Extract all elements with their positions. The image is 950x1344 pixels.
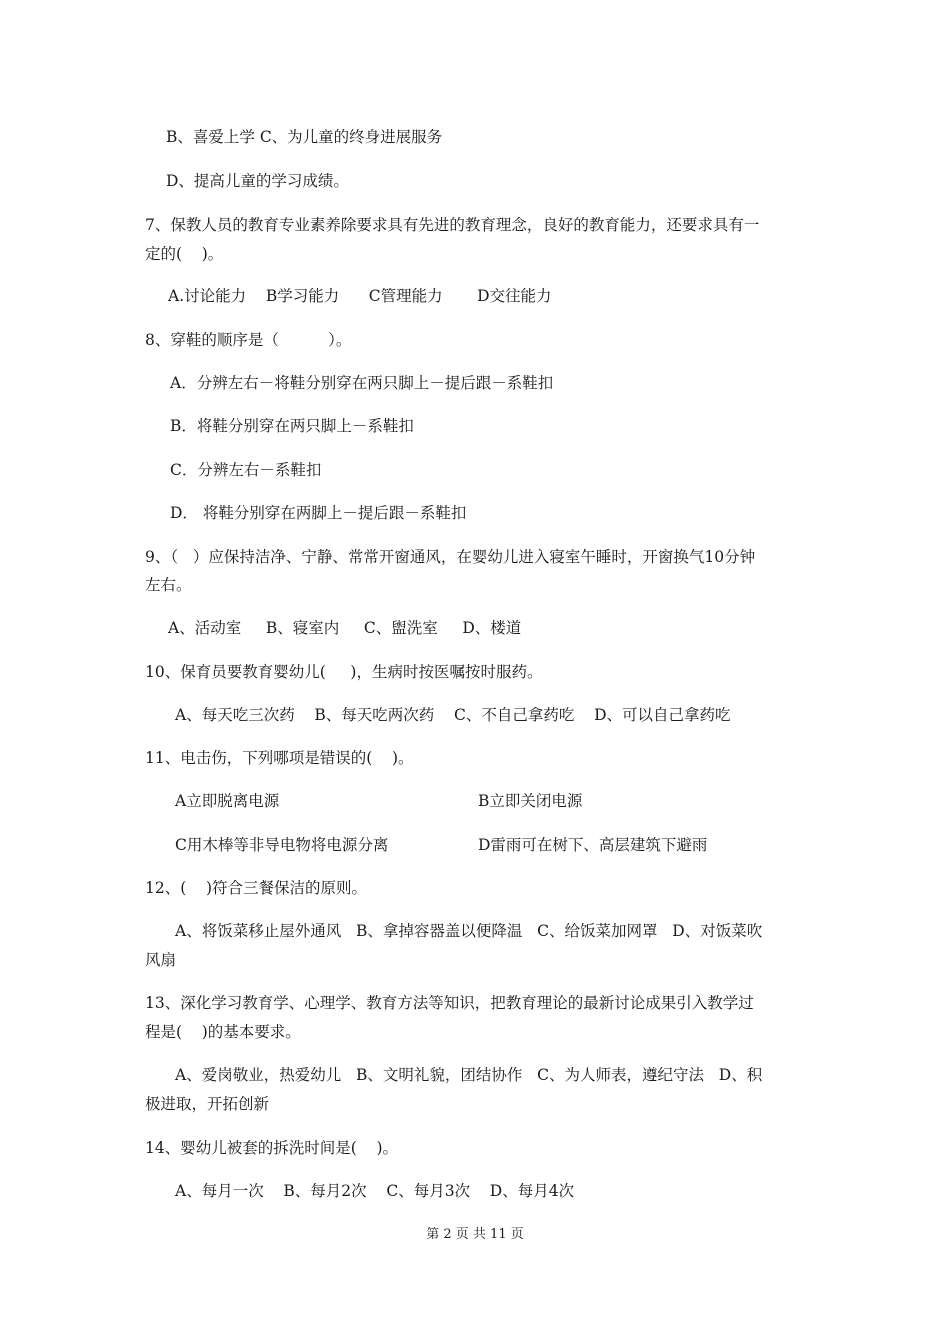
q8-option-b: B．将鞋分别穿在两只脚上－系鞋扣	[170, 417, 414, 435]
q8-option-d: D． 将鞋分别穿在两脚上－提后跟－系鞋扣	[170, 504, 467, 522]
q7-text-line1: 7、保教人员的教育专业素养除要求具有先进的教育理念，良好的教育能力，还要求具有一	[145, 216, 760, 234]
q12-options-line2: 风扇	[145, 951, 177, 969]
q8-option-a: A．分辨左右－将鞋分别穿在两只脚上－提后跟－系鞋扣	[170, 374, 554, 392]
q9-text-line2: 左右。	[145, 576, 192, 594]
q8-option-c: C．分辨左右－系鞋扣	[170, 461, 322, 479]
q11-option-c: C用木棒等非导电物将电源分离	[175, 836, 389, 854]
q9-text-line1: 9、（ ）应保持洁净、宁静、常常开窗通风，在婴幼儿进入寝室午睡时，开窗换气10分钟	[145, 548, 756, 566]
q10-options: A、每天吃三次药 B、每天吃两次药 C、不自己拿药吃 D、可以自己拿药吃	[175, 706, 731, 724]
q11-option-b: B立即关闭电源	[478, 792, 583, 810]
q12-text: 12、( )符合三餐保洁的原则。	[145, 879, 368, 897]
q13-options-line1: A、爱岗敬业，热爱幼儿 B、文明礼貌，团结协作 C、为人师表，遵纪守法 D、积	[175, 1066, 763, 1084]
q14-options: A、每月一次 B、每月2次 C、每月3次 D、每月4次	[175, 1182, 575, 1200]
q11-option-d: D雷雨可在树下、高层建筑下避雨	[478, 836, 708, 854]
q6-option-d: D、提高儿童的学习成绩。	[166, 172, 349, 190]
q8-text: 8、穿鞋的顺序是（ ）。	[145, 331, 352, 349]
q11-text: 11、电击伤，下列哪项是错误的( )。	[145, 749, 414, 767]
q13-options-line2: 极进取，开拓创新	[145, 1095, 270, 1113]
q7-options: A.讨论能力 B学习能力 C管理能力 D交往能力	[168, 287, 552, 305]
q14-text: 14、婴幼儿被套的拆洗时间是( )。	[145, 1139, 399, 1157]
page-footer: 第 2 页 共 11 页	[426, 1227, 524, 1242]
q13-text-line2: 程是( )的基本要求。	[145, 1023, 301, 1041]
q6-option-b-c: B、喜爱上学 C、为儿童的终身进展服务	[166, 128, 443, 146]
q12-options-line1: A、将饭菜移止屋外通风 B、拿掉容器盖以便降温 C、给饭菜加网罩 D、对饭菜吹	[175, 922, 763, 940]
q10-text: 10、保育员要教育婴幼儿( )，生病时按医嘱按时服药。	[145, 663, 543, 681]
q11-option-a: A立即脱离电源	[175, 792, 280, 810]
q7-text-line2: 定的( )。	[145, 245, 224, 263]
q13-text-line1: 13、深化学习教育学、心理学、教育方法等知识，把教育理论的最新讨论成果引入教学过	[145, 994, 754, 1012]
q9-options: A、活动室 B、寝室内 C、盥洗室 D、楼道	[168, 619, 522, 637]
